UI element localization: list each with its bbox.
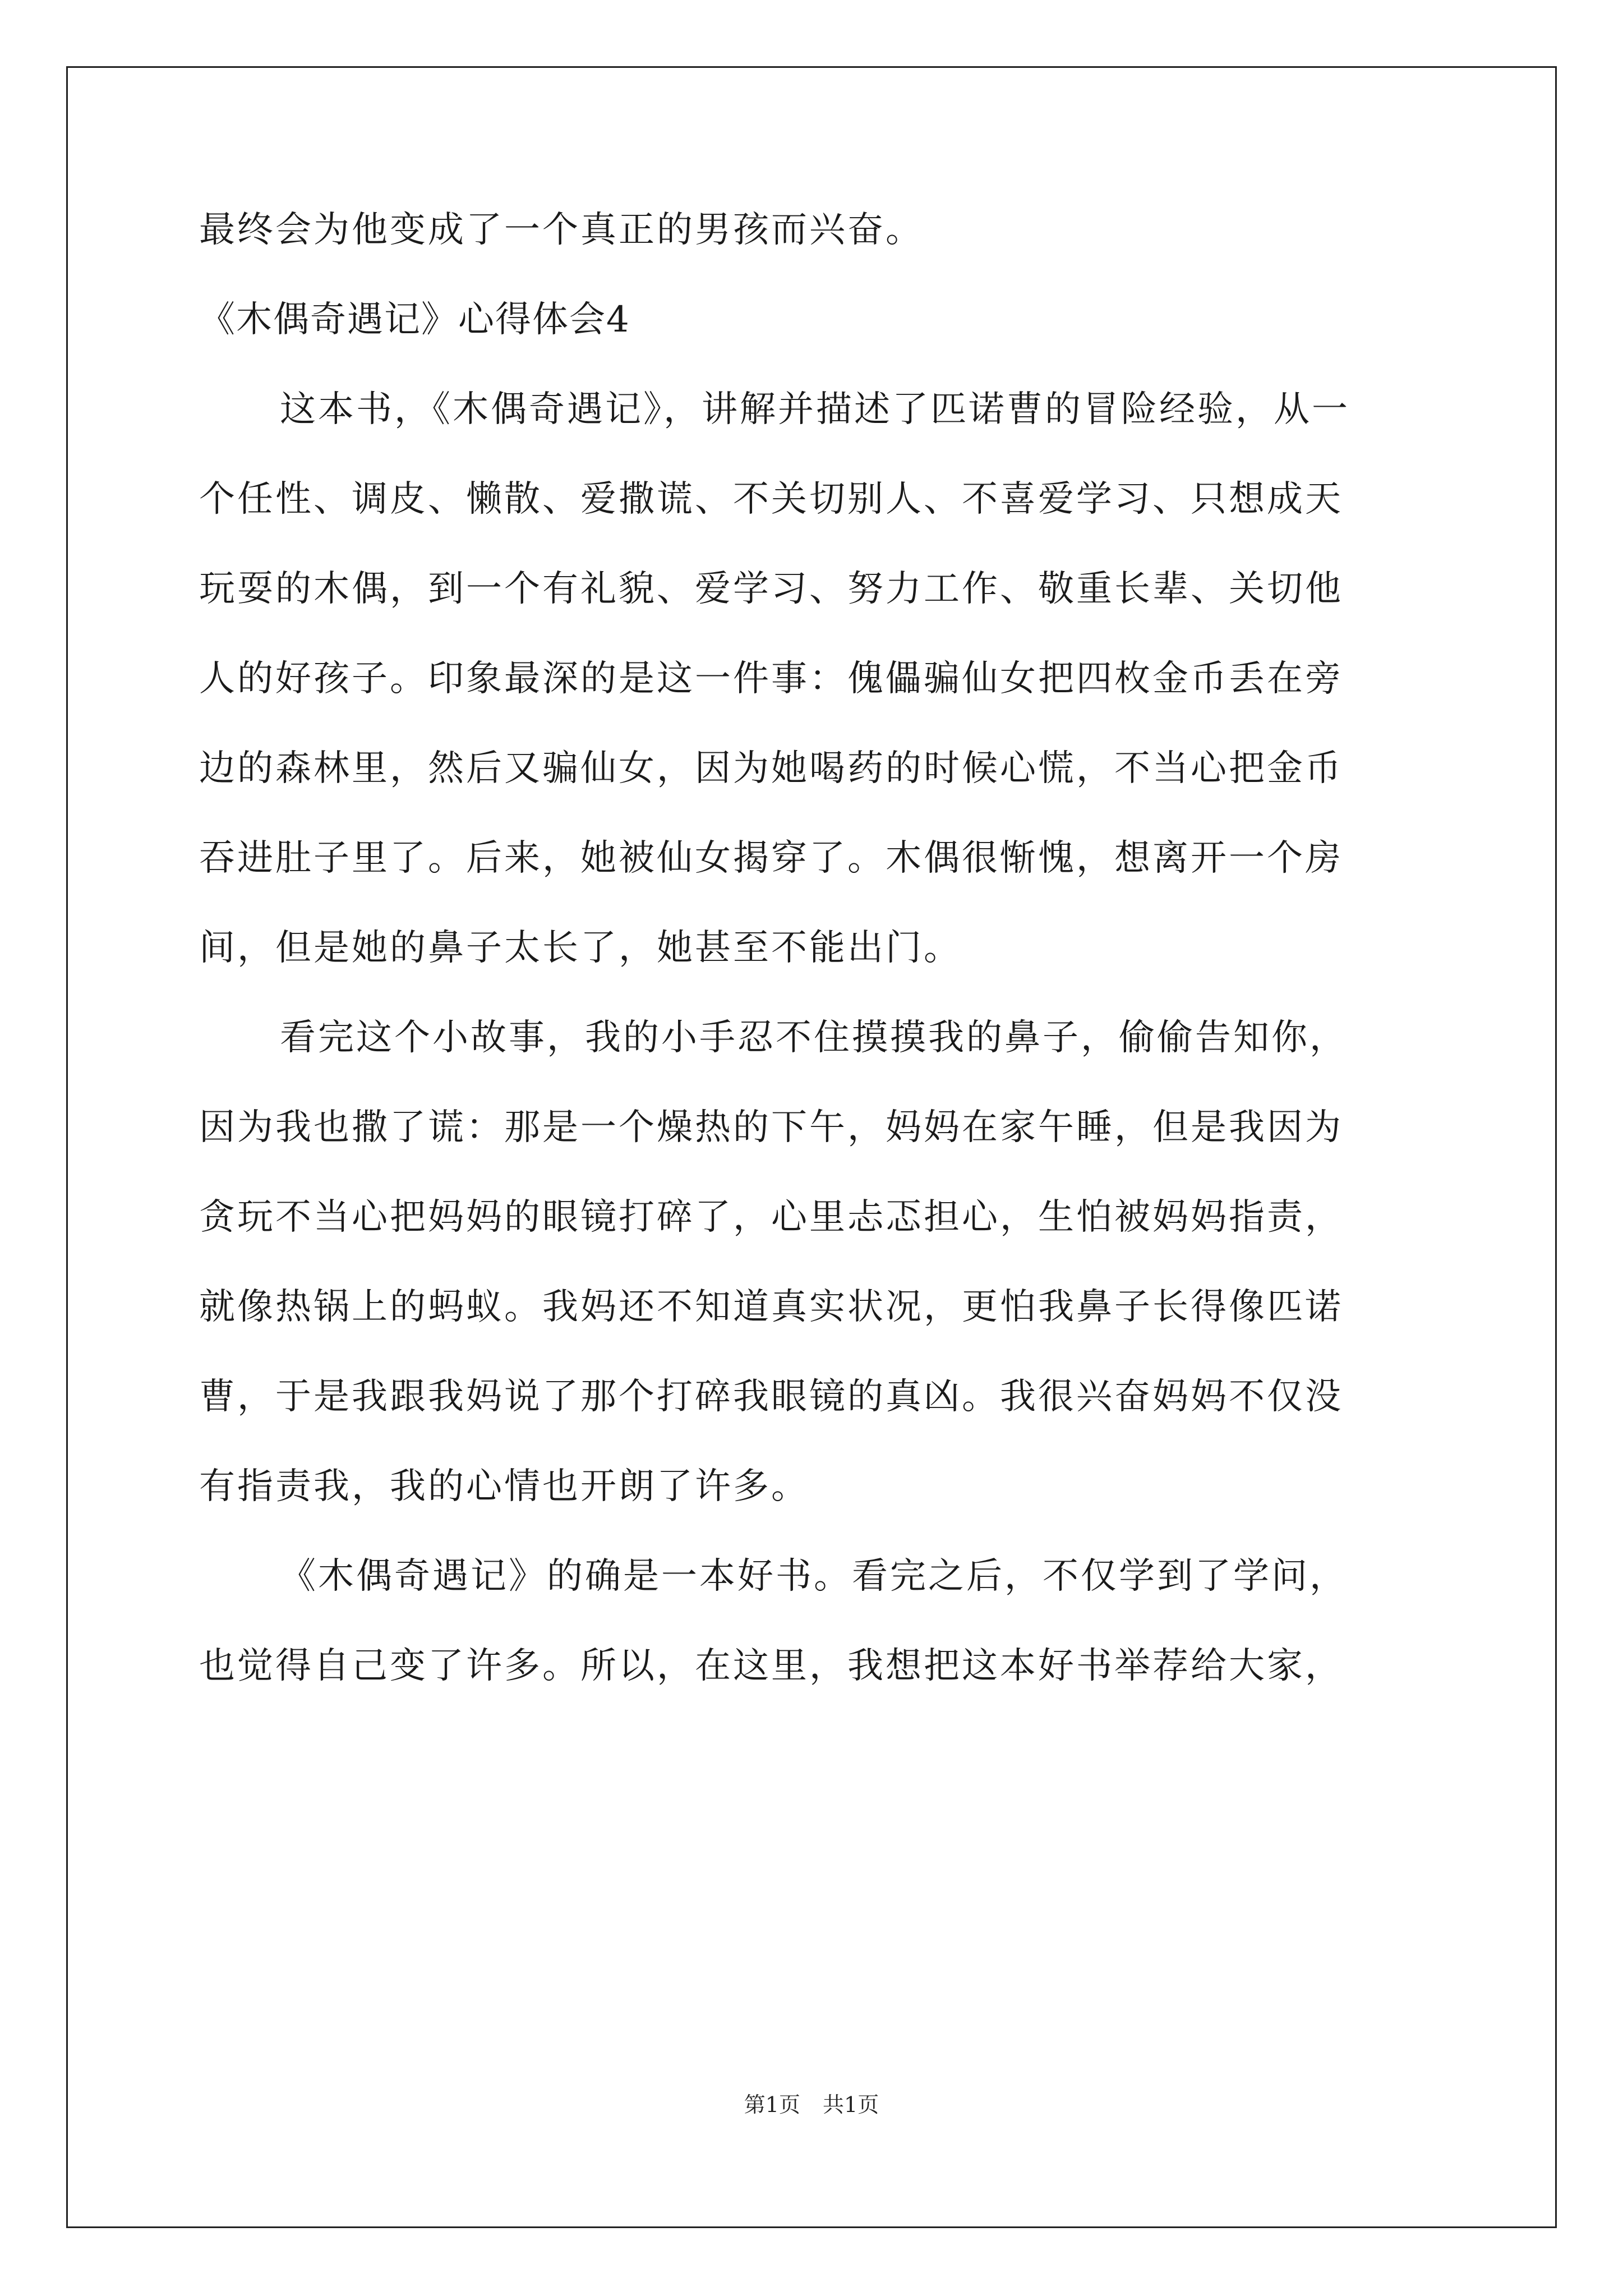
page-footer xyxy=(0,2091,1623,2118)
paragraph-first-line: 《木偶奇遇记》的确是一本好书。看完之后，不仅学到了学问， xyxy=(280,1556,1348,1597)
section-heading: 《木偶奇遇记》心得体会4 xyxy=(199,299,630,341)
text-line: 吞进肚子里了。后来，她被仙女揭穿了。木偶很惭愧，想离开一个房 xyxy=(199,838,1343,879)
text-line: 玩耍的木偶，到一个有礼貌、爱学习、努力工作、敬重长辈、关切他 xyxy=(199,568,1343,610)
text-line: 曹，于是我跟我妈说了那个打碎我眼镜的真凶。我很兴奋妈妈不仅没 xyxy=(199,1376,1343,1418)
text-line: 有指责我，我的心情也开朗了许多。 xyxy=(199,1466,809,1507)
text-line: 个任性、调皮、懒散、爱撒谎、不关切别人、不喜爱学习、只想成天 xyxy=(199,478,1343,520)
text-line: 也觉得自己变了许多。所以，在这里，我想把这本好书举荐给大家， xyxy=(199,1645,1343,1687)
text-line: 最终会为他变成了一个真正的男孩而兴奋。 xyxy=(199,209,924,251)
text-line: 因为我也撒了谎：那是一个燥热的下午，妈妈在家午睡，但是我因为 xyxy=(199,1107,1343,1148)
paragraph-first-line: 这本书，《木偶奇遇记》，讲解并描述了匹诺曹的冒险经验，从一 xyxy=(280,389,1350,430)
text-line: 就像热锅上的蚂蚁。我妈还不知道真实状况，更怕我鼻子长得像匹诺 xyxy=(199,1286,1343,1328)
text-line: 贪玩不当心把妈妈的眼镜打碎了，心里忐忑担心，生怕被妈妈指责， xyxy=(199,1197,1343,1238)
page-number: 第1页 xyxy=(744,2092,800,2117)
page-total: 共1页 xyxy=(823,2092,879,2117)
paragraph-first-line: 看完这个小故事，我的小手忍不住摸摸我的鼻子，偷偷告知你， xyxy=(280,1017,1348,1059)
text-line: 间，但是她的鼻子太长了，她甚至不能出门。 xyxy=(199,927,962,969)
text-line: 边的森林里，然后又骗仙女，因为她喝药的时候心慌，不当心把金币 xyxy=(199,748,1343,789)
text-line: 人的好孩子。印象最深的是这一件事：傀儡骗仙女把四枚金币丢在旁 xyxy=(199,658,1343,700)
